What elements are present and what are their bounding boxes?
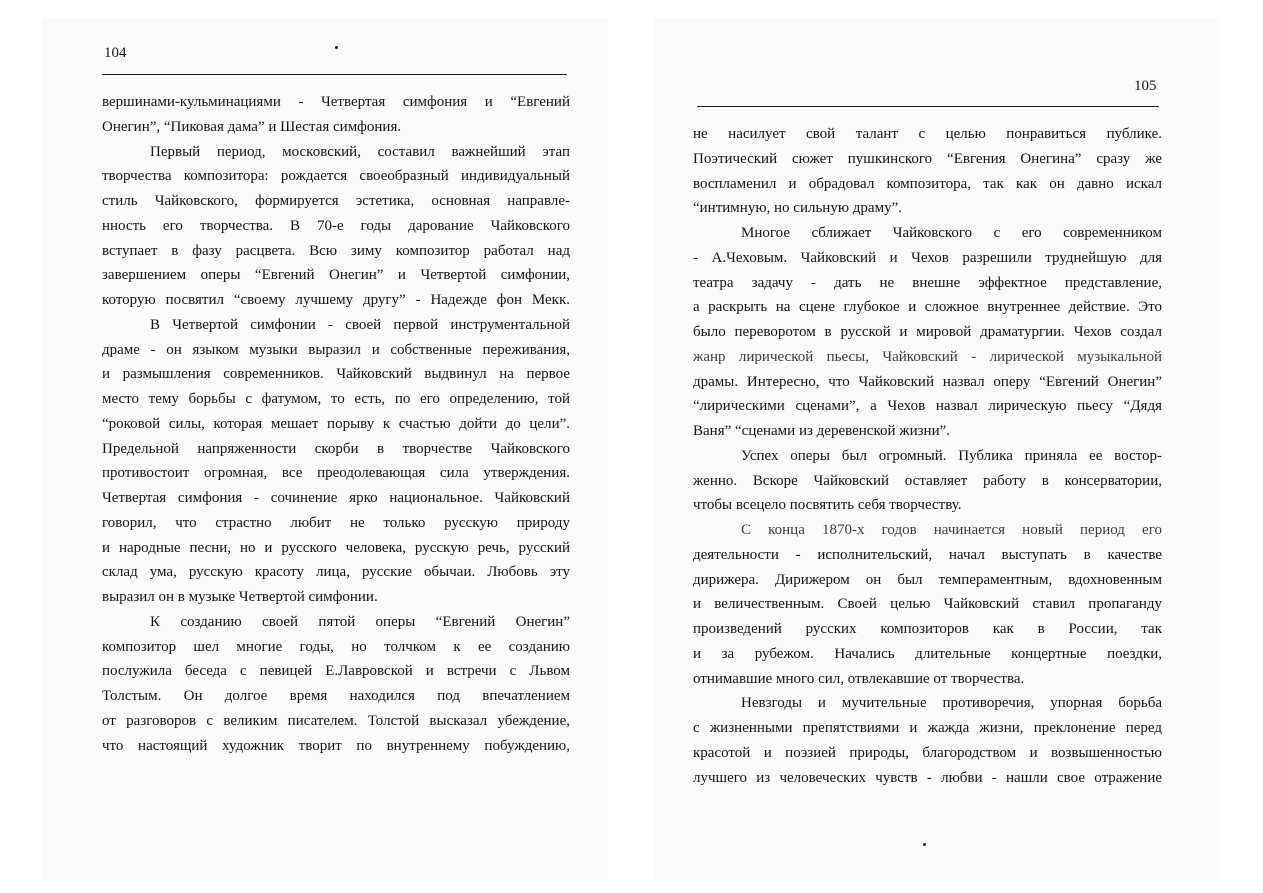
text-line: дирижера. Дирижером он был темпераментным, вдохновенным: [693, 571, 1162, 588]
text-line: К созданию своей пятой оперы “Евгений Онегин”: [150, 613, 570, 630]
text-line: жанр лирической пьесы, Чайковский - лирической музыкальной: [693, 348, 1162, 365]
text-line: драме - он языком музыки выразил и собственные переживания,: [102, 341, 570, 358]
left-header-rule: [102, 74, 567, 75]
scan-speck: [335, 46, 338, 49]
text-line: чтобы всецело посвятить себя творчеству.: [693, 497, 962, 514]
text-line: Невзгоды и мучительные противоречия, упорная борьба: [741, 695, 1162, 712]
text-line: которую посвятил “своему лучшему другу” - Надежде фон Мекк.: [102, 292, 570, 308]
text-line: драмы. Интересно, что Чайковский назвал оперу “Евгений Онегин”: [693, 373, 1162, 390]
text-line: противостоит огромная, все преодолевающая сила утверждения.: [102, 465, 570, 482]
text-line: нность его творчества. В 70-е годы дарование Чайковского: [102, 217, 570, 234]
text-line: Предельной напряженности скорби в творчестве Чайковского: [102, 440, 570, 457]
text-line: деятельности - исполнительский, начал выступать в качестве: [693, 546, 1162, 563]
text-line: Первый период, московский, составил важнейший этап: [150, 143, 570, 160]
text-line: театра задачу - дать не внешне эффектное представление,: [693, 274, 1162, 291]
text-line: стиль Чайковского, формируется эстетика, основная направле-: [102, 193, 570, 209]
text-line: Многое сближает Чайковского с его современником: [741, 225, 1162, 241]
text-line: говорил, что страстно любит не только русскую природу: [102, 514, 570, 531]
text-line: завершением оперы “Евгений Онегин” и Четвертой симфонии,: [102, 267, 570, 284]
text-line: склад ума, русскую красоту лица, русские обычаи. Любовь эту: [102, 564, 570, 581]
text-line: творчества композитора: рождается своеобразный индивидуальный: [102, 168, 570, 185]
text-line: “роковой силы, которая мешает порыву к счастью дойти до цели”.: [102, 415, 570, 432]
text-line: вершинами-кульминациями - Четвертая симфония и “Евгений: [102, 94, 570, 110]
right-header-rule: [697, 106, 1159, 107]
text-line: место тему борьбы с фатумом, то есть, по его определению, той: [102, 391, 570, 407]
text-line: и народные песни, но и русского человека, русскую речь, русский: [102, 539, 570, 556]
text-line: красотой и поэзией природы, благородством и возвышенностью: [693, 744, 1162, 761]
text-line: “интимную, но сильную драму”.: [693, 200, 902, 217]
text-line: и размышления современников. Чайковский выдвинул на первое: [102, 366, 570, 383]
text-line: послужила беседа с певицей Е.Лавровской и встречи с Львом: [102, 663, 570, 680]
text-line: С конца 1870-х годов начинается новый период его: [741, 522, 1162, 538]
text-line: “лирическими сценами”, а Чехов назвал лирическую пьесу “Дядя: [693, 398, 1162, 415]
text-line: женно. Вскоре Чайковский оставляет работу в консерватории,: [693, 472, 1162, 489]
text-line: Ваня” “сценами из деревенской жизни”.: [693, 423, 951, 439]
text-line: что настоящий художник творит по внутреннему побуждению,: [102, 737, 570, 754]
text-line: с жизненными препятствиями и жажда жизни, преклонение перед: [693, 720, 1162, 736]
right-page-number: 105: [1134, 78, 1157, 94]
left-page-number: 104: [104, 45, 127, 61]
text-line: композитор шел многие годы, но толчком к ее созданию: [102, 638, 570, 655]
text-line: и величественным. Своей целью Чайковский ставил пропаганду: [693, 596, 1162, 613]
text-line: Четвертая симфония - сочинение ярко национальное. Чайковский: [102, 490, 570, 506]
text-line: и за рубежом. Начались длительные концертные поездки,: [693, 645, 1162, 662]
text-line: воспламенил и обрадовал композитора, так как он давно искал: [693, 175, 1162, 192]
text-line: было переворотом в русской и мировой драматургии. Чехов создал: [693, 324, 1162, 340]
text-line: отнимавшие много сил, отвлекавшие от творчества.: [693, 670, 1025, 687]
text-line: а раскрыть на сцене глубокое и сложное внутреннее действие. Это: [693, 299, 1162, 316]
text-line: лучшего из человеческих чувств - любви - нашли свое отражение: [693, 769, 1162, 786]
text-line: произведений русских композиторов как в России, так: [693, 621, 1162, 637]
text-line: Успех оперы был огромный. Публика приняла ее востор-: [741, 447, 1162, 464]
text-line: выразил он в музыке Четвертой симфонии.: [102, 589, 378, 605]
text-line: не насилует свой талант с целью понравиться публике.: [693, 126, 1162, 142]
text-line: В Четвертой симфонии - своей первой инструментальной: [150, 316, 570, 333]
text-line: Поэтический сюжет пушкинского “Евгения Онегина” сразу же: [693, 150, 1162, 167]
scan-speck: [923, 843, 926, 846]
text-line: - А.Чеховым. Чайковский и Чехов разрешили труднейшую для: [693, 249, 1162, 266]
text-line: вступает в фазу расцвета. Всю зиму композитор работал над: [102, 242, 570, 259]
text-line: Онегин”, “Пиковая дама” и Шестая симфония.: [102, 118, 402, 135]
text-line: Толстым. Он долгое время находился под впечатлением: [102, 688, 570, 704]
text-line: от разговоров с великим писателем. Толстой высказал убеждение,: [102, 712, 570, 729]
